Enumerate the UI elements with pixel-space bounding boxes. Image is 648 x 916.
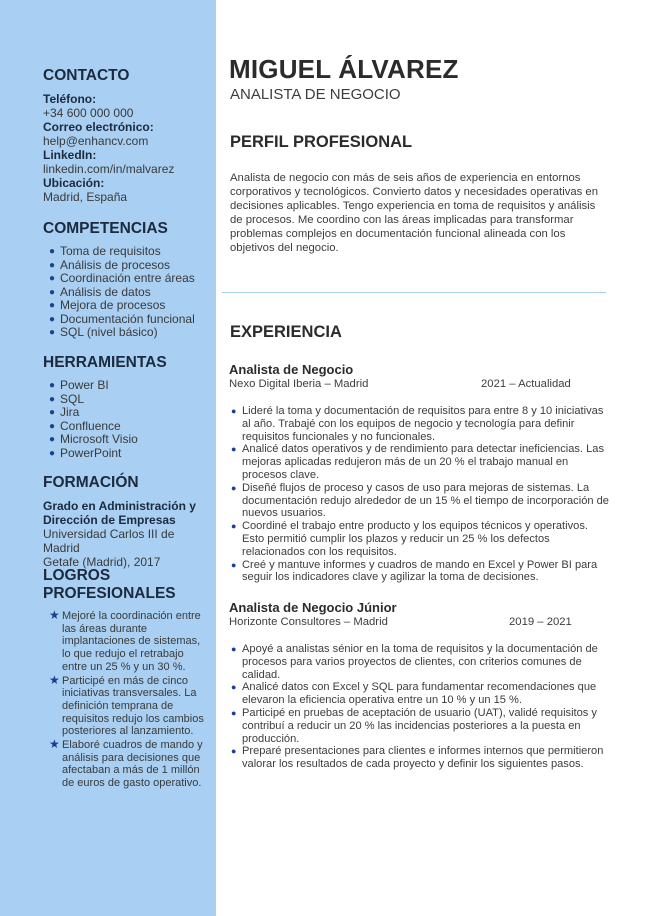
email-value[interactable]: help@enhancv.com xyxy=(43,134,149,148)
achievement-item: ★ Participé en más de cinco iniciativas transversales. La definición temprana de requisitos redujo los cambios posteriores al lanzamiento. xyxy=(49,672,204,738)
email-label: Correo electrónico: xyxy=(43,120,154,134)
tool-item: ● Power BI xyxy=(49,378,109,392)
linkedin-value[interactable]: linkedin.com/in/malvarez xyxy=(43,162,175,176)
bullet-icon: ● xyxy=(49,393,56,405)
contact-title: CONTACTO xyxy=(43,67,130,84)
achievements-title: LOGROS PROFESIONALES xyxy=(43,567,176,602)
tools-title: HERRAMIENTAS xyxy=(43,354,167,371)
skills-list xyxy=(43,245,208,340)
location-value: Madrid, España xyxy=(43,190,128,204)
education-school: Universidad Carlos III de Madrid xyxy=(43,527,175,555)
bullet-icon: ● xyxy=(49,380,56,391)
bullet-icon: ● xyxy=(49,420,56,432)
tool-item: ● Microsoft Visio xyxy=(49,432,138,446)
achievements-list xyxy=(43,610,208,790)
skill-item: ● Análisis de datos xyxy=(49,284,151,299)
profile-text: Analista de negocio con más de seis años de experiencia en entornos corporativos y tecnológicos. Convierto datos y necesidades operativas en decisiones aplicables. Tengo experiencia en toma de requisitos y análisis de procesos. Me coordino con las áreas implicadas para transformar problemas complejos en documentación funcional alineada con los objetivos del negocio. xyxy=(230,172,598,254)
duty-item: ● Analicé datos con Excel y SQL para fundamentar recomendaciones que elevaron la eficiencia operativa entre un 10 % y un 15 %. xyxy=(231,681,597,707)
bullet-icon: ● xyxy=(49,300,56,311)
job-duties xyxy=(229,643,609,771)
duty-item: ● Lideré la toma y documentación de requisitos para entre 8 y 10 iniciativas al año. Trabajé con los equipos de negocio y tecnología para definir requisitos funcionales y no funcionales. xyxy=(231,405,604,443)
skills-title: COMPETENCIAS xyxy=(43,220,168,237)
skill-item: ● Toma de requisitos xyxy=(49,244,161,258)
bullet-icon: ● xyxy=(231,682,237,693)
job-title: Analista de Negocio xyxy=(229,362,354,377)
job-entry xyxy=(229,600,609,771)
duty-item: ● Diseñé flujos de proceso y casos de uso para mejoras de sistemas. La documentación redujo alrededor de un 15 % el tiempo de incorporación de nuevos usuarios. xyxy=(231,481,609,520)
location-label: Ubicación: xyxy=(43,176,105,190)
bullet-icon: ● xyxy=(231,406,237,416)
bullet-icon: ● xyxy=(49,407,56,418)
job-title: Analista de Negocio Júnior xyxy=(229,600,397,615)
bullet-icon: ● xyxy=(49,246,56,257)
achievement-item: ★ Elaboré cuadros de mando y análisis para decisiones que afectaban a más de 1 millón de euros de gasto operativo. xyxy=(49,737,203,790)
skill-item: ● Coordinación entre áreas xyxy=(49,271,195,285)
bullet-icon: ● xyxy=(49,434,56,445)
job-dates: 2019 – 2021 xyxy=(509,616,572,628)
bullet-icon: ● xyxy=(231,521,237,532)
achievements-section xyxy=(43,567,208,791)
skill-item: ● SQL (nivel básico) xyxy=(49,325,158,339)
bullet-icon: ● xyxy=(231,707,237,718)
bullet-icon: ● xyxy=(49,259,56,271)
education-section xyxy=(43,474,208,569)
experience-title: EXPERIENCIA xyxy=(230,323,342,341)
duty-item: ● Participé en pruebas de aceptación de usuario (UAT), validé requisitos y contribuí a reducir un 20 % las incidencias posteriores a la puesta en producción. xyxy=(231,706,597,745)
job-duties xyxy=(229,405,609,584)
tool-item: ● PowerPoint xyxy=(49,445,122,460)
bullet-icon: ● xyxy=(231,444,237,455)
skills-section xyxy=(43,220,208,340)
tool-item: ● SQL xyxy=(49,391,85,406)
job-dates: 2021 – Actualidad xyxy=(481,378,571,390)
candidate-name: MIGUEL ÁLVAREZ xyxy=(229,54,459,84)
education-degree: Grado en Administración y Dirección de Empresas xyxy=(43,499,196,527)
job-meta xyxy=(229,377,609,391)
phone-label: Teléfono: xyxy=(43,92,97,106)
section-divider xyxy=(222,292,606,293)
skill-item: ● Documentación funcional xyxy=(49,311,195,326)
duty-item: ● Coordiné el trabajo entre producto y los equipos técnicos y operativos. Esto permitió cumplir los plazos y reducir un 25 % los defectos relacionados con los requisitos. xyxy=(231,520,588,558)
job-company: Nexo Digital Iberia – Madrid xyxy=(229,378,369,390)
job-meta xyxy=(229,615,609,629)
job-company: Horizonte Consultores – Madrid xyxy=(229,616,388,628)
duty-item: ● Analicé datos operativos y de rendimiento para detectar ineficiencias. Las mejoras aplicadas redujeron más de un 20 % el trabajo manual en procesos clave. xyxy=(231,443,604,481)
skill-item: ● Mejora de procesos xyxy=(49,298,166,312)
candidate-role: ANALISTA DE NEGOCIO xyxy=(230,86,401,103)
linkedin-label: LinkedIn: xyxy=(43,148,97,162)
bullet-icon: ● xyxy=(49,313,56,325)
contact-section xyxy=(43,67,208,204)
job-entry xyxy=(229,362,609,584)
bullet-icon: ● xyxy=(231,746,237,757)
star-icon: ★ xyxy=(49,608,60,622)
duty-item: ● Preparé presentaciones para clientes e informes internos que permitieron valorar los resultados de cada proyecto y definir los siguientes pasos. xyxy=(231,745,604,771)
sidebar xyxy=(0,0,216,916)
tool-item: ● Confluence xyxy=(49,418,121,433)
duty-item: ● Creé y mantuve informes y cuadros de mando en Excel y Power BI para seguir los indicadores clave y agilizar la toma de decisiones. xyxy=(231,558,598,584)
star-icon: ★ xyxy=(49,672,60,687)
skill-item: ● Análisis de procesos xyxy=(49,257,171,272)
bullet-icon: ● xyxy=(49,286,56,298)
tools-list xyxy=(43,379,208,460)
phone-value[interactable]: +34 600 000 000 xyxy=(43,106,134,120)
bullet-icon: ● xyxy=(49,327,56,338)
tools-section xyxy=(43,354,208,460)
tool-item: ● Jira xyxy=(49,405,80,419)
bullet-icon: ● xyxy=(49,447,56,459)
profile-title: PERFIL PROFESIONAL xyxy=(230,133,413,151)
achievement-item: ★ Mejoré la coordinación entre las áreas durante implantaciones de sistemas, lo que redujo el retrabajo entre un 25 % y un 30 %. xyxy=(49,608,201,673)
bullet-icon: ● xyxy=(231,644,237,654)
education-place-year: Getafe (Madrid), 2017 xyxy=(43,555,161,569)
bullet-icon: ● xyxy=(231,559,237,570)
duty-item: ● Apoyé a analistas sénior en la toma de requisitos y la documentación de procesos para varios proyectos de clientes, con criterios comunes de calidad. xyxy=(231,643,598,681)
education-title: FORMACIÓN xyxy=(43,474,139,491)
bullet-icon: ● xyxy=(231,482,237,493)
star-icon: ★ xyxy=(49,737,60,752)
bullet-icon: ● xyxy=(49,273,56,284)
